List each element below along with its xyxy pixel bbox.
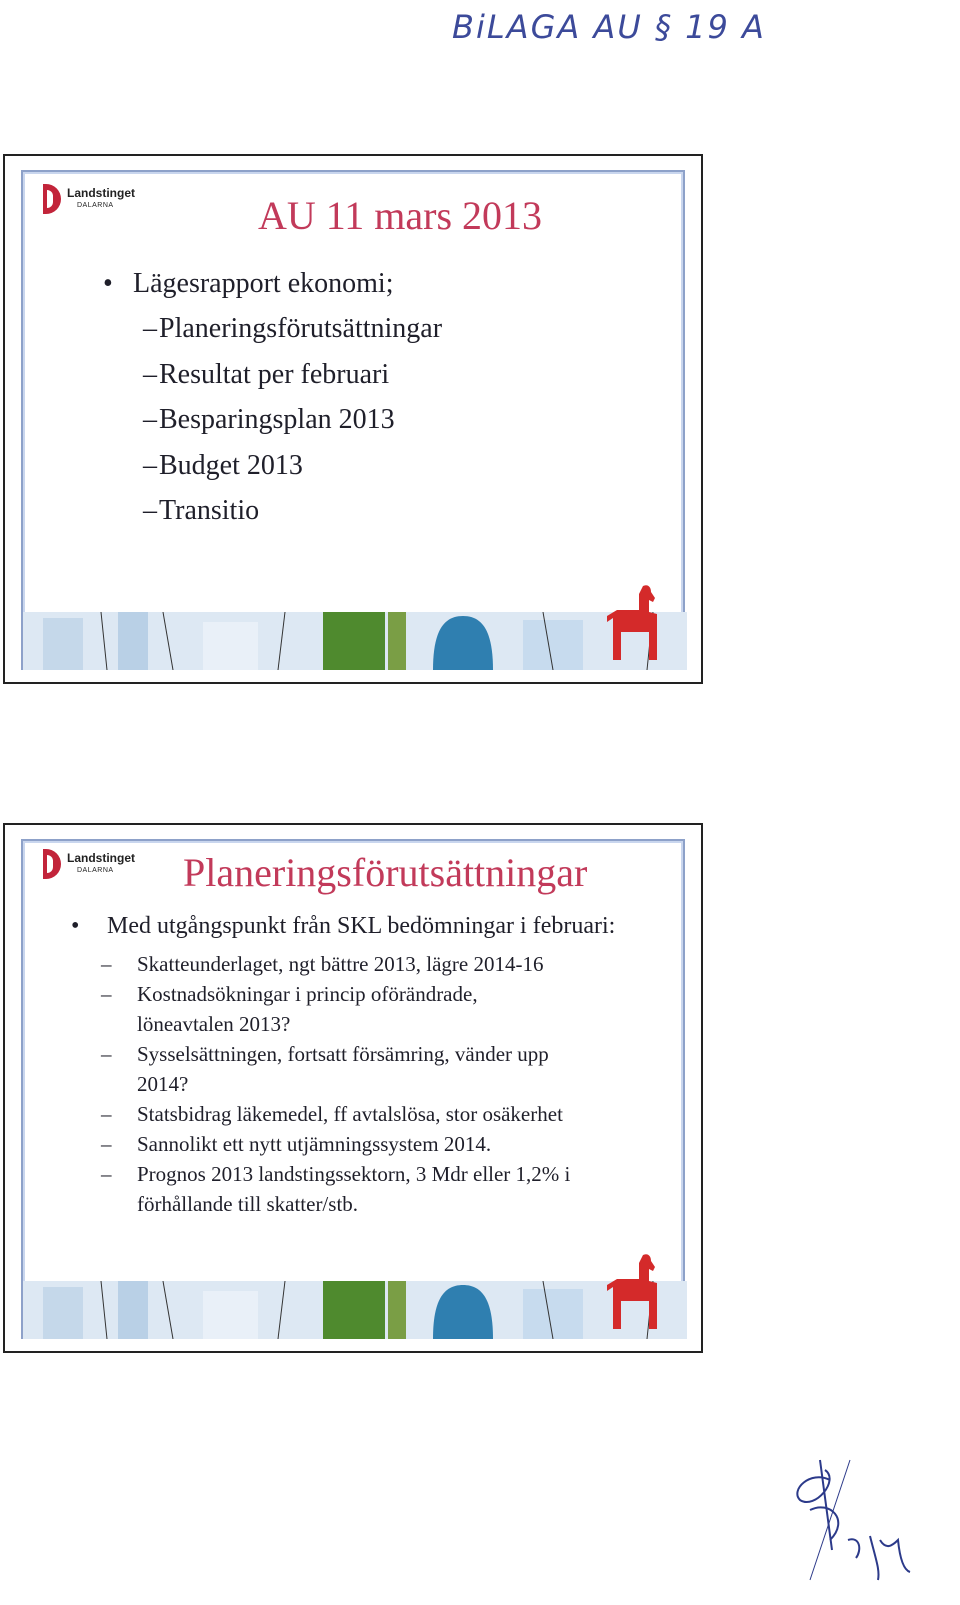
- sub-item: – Sannolikt ett nytt utjämningssystem 2014.: [67, 1129, 667, 1159]
- slide-title: AU 11 mars 2013: [258, 193, 543, 238]
- slide-2: [3, 823, 703, 1353]
- sub-item: – Sysselsättningen, fortsatt försämring, vänder upp 2014?: [67, 1039, 667, 1099]
- decorative-footer-band: [23, 612, 687, 670]
- bullet-item: • Med utgångspunkt från SKL bedömningar i februari:: [67, 911, 667, 941]
- dala-horse-icon: [603, 1251, 663, 1339]
- sub-item-text: Besparingsplan 2013: [159, 404, 395, 435]
- logo-name: Landstinget: [67, 186, 135, 200]
- landstinget-logo: [43, 182, 133, 218]
- bullet-list: [67, 911, 667, 1219]
- sub-item-text: Transitio: [159, 495, 260, 526]
- sub-item: [103, 488, 442, 534]
- logo-sub: DALARNA: [77, 867, 114, 874]
- slide-title: Planeringsförutsättningar: [183, 850, 588, 895]
- sub-item-text: Planeringsförutsättningar: [159, 313, 443, 344]
- logo-mark-icon: [43, 849, 61, 879]
- bullet-item: • Lägesrapport ekonomi;: [103, 262, 442, 306]
- decorative-footer-band: [23, 1281, 687, 1339]
- logo-name: Landstinget: [67, 851, 135, 865]
- sub-item-text: Budget 2013: [159, 449, 303, 481]
- sub-item: [103, 352, 442, 398]
- logo-sub: DALARNA: [77, 202, 114, 209]
- sub-item: – Kostnadsökningar i princip oförändrade, löneavtalen 2013?: [67, 979, 667, 1039]
- sub-item: [103, 306, 442, 352]
- logo-mark-icon: [43, 184, 61, 214]
- slide-1: [3, 154, 703, 684]
- sub-item: [103, 443, 442, 489]
- landstinget-logo: [43, 847, 133, 883]
- dala-horse-icon: [603, 582, 663, 670]
- sub-item-text: Resultat per februari: [159, 358, 390, 390]
- bullet-list: [103, 262, 442, 534]
- sub-item: – Skatteunderlaget, ngt bättre 2013, lägre 2014-16: [67, 949, 667, 979]
- handwritten-annotation: BiLAGA AU § 19 A: [452, 8, 766, 46]
- sub-item: – Statsbidrag läkemedel, ff avtalslösa, stor osäkerhet: [67, 1099, 667, 1129]
- sub-item: [103, 397, 442, 443]
- sub-item: – Prognos 2013 landstingssektorn, 3 Mdr eller 1,2% i förhållande till skatter/stb.: [67, 1159, 667, 1219]
- handwritten-signature: [770, 1440, 930, 1590]
